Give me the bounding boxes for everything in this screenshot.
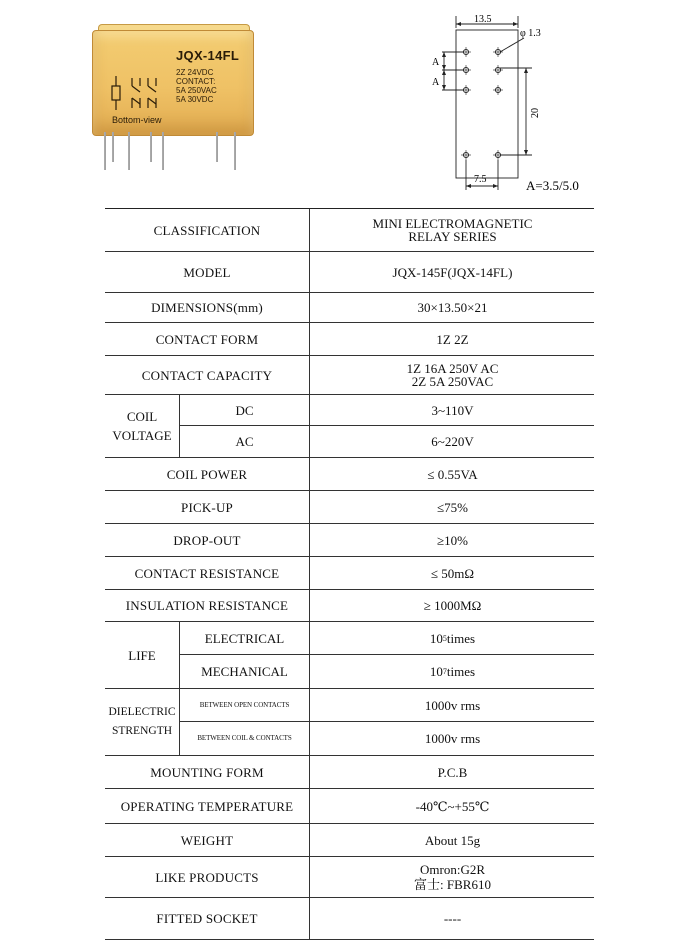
life-mechanical-value xyxy=(309,655,595,688)
insulation-resistance-value: ≥ 1000MΩ xyxy=(309,590,595,621)
row-drop-out xyxy=(105,524,594,557)
relay-pin xyxy=(162,132,164,170)
dimensions-value: 30×13.50×21 xyxy=(309,293,595,322)
row-fitted-socket xyxy=(105,898,594,940)
row-mounting-form xyxy=(105,756,594,789)
relay-pin xyxy=(128,132,130,170)
classification-value-line: RELAY SERIES xyxy=(408,229,497,244)
life-mechanical-exp: 7 xyxy=(442,667,447,676)
coil-voltage-divider xyxy=(180,425,594,426)
relay-marking-line: 2Z 24VDC xyxy=(176,68,214,77)
dielectric-divider xyxy=(180,721,594,722)
contact-capacity-value xyxy=(309,356,595,394)
relay-pin xyxy=(234,132,236,170)
relay-pin xyxy=(150,132,152,162)
relay-illustration xyxy=(88,22,268,172)
coil-power-value: ≤ 0.55VA xyxy=(309,458,595,490)
row-life xyxy=(105,622,594,689)
classification-label: CLASSIFICATION xyxy=(153,222,261,238)
coil-ac-label: AC xyxy=(235,434,254,449)
relay-pin xyxy=(216,132,218,162)
row-contact-form xyxy=(105,323,594,356)
like-products-label: LIKE PRODUCTS xyxy=(155,869,259,885)
weight-value: About 15g xyxy=(309,824,595,856)
row-dielectric-strength xyxy=(105,689,594,756)
row-operating-temperature xyxy=(105,789,594,824)
dielectric-label-line: STRENGTH xyxy=(111,725,173,737)
pin-layout-drawing xyxy=(416,12,616,196)
dielectric-label xyxy=(105,689,180,755)
coil-ac-value: 6~220V xyxy=(309,426,595,457)
dielectric-label-line: DIELECTRIC xyxy=(108,706,176,718)
model-label: MODEL xyxy=(183,264,231,280)
mounting-form-label: MOUNTING FORM xyxy=(150,764,264,780)
spec-table xyxy=(105,208,594,941)
pick-up-label: PICK-UP xyxy=(181,499,233,515)
dim-a-upper: A xyxy=(432,57,440,68)
contact-capacity-label: CONTACT CAPACITY xyxy=(141,367,273,383)
row-model xyxy=(105,252,594,293)
life-electrical-value xyxy=(309,622,595,655)
dim-top-width: 13.5 xyxy=(474,14,492,25)
coil-dc-label: DC xyxy=(235,403,254,418)
row-pick-up xyxy=(105,491,594,524)
contact-capacity-line: 2Z 5A 250VAC xyxy=(411,374,494,389)
life-mechanical-base: 10 xyxy=(429,664,443,679)
coil-voltage-label xyxy=(105,395,180,457)
relay-marking-line: 5A 250VAC xyxy=(176,86,217,95)
dielectric-open-label: BETWEEN OPEN CONTACTS xyxy=(199,701,290,709)
life-electrical-label: ELECTRICAL xyxy=(204,631,285,646)
classification-value xyxy=(309,209,595,251)
coil-power-label: COIL POWER xyxy=(166,466,248,482)
relay-pin xyxy=(104,132,106,170)
row-contact-resistance xyxy=(105,557,594,590)
weight-label: WEIGHT xyxy=(180,832,234,848)
row-coil-voltage xyxy=(105,395,594,458)
dim-height: 20 xyxy=(530,108,541,118)
life-divider xyxy=(180,654,594,655)
row-dimensions xyxy=(105,293,594,323)
contact-resistance-value: ≤ 50mΩ xyxy=(309,557,595,589)
life-mechanical-unit: times xyxy=(446,664,476,679)
dim-hole-diameter: φ 1.3 xyxy=(520,28,541,39)
model-value: JQX-145F(JQX-14FL) xyxy=(309,252,595,292)
relay-pin xyxy=(112,132,114,162)
row-weight xyxy=(105,824,594,857)
relay-marking-line: CONTACT: xyxy=(176,77,216,86)
row-contact-capacity xyxy=(105,356,594,395)
drop-out-value: ≥10% xyxy=(309,524,595,556)
coil-voltage-label-line: COIL xyxy=(126,409,158,424)
row-coil-power xyxy=(105,458,594,491)
operating-temperature-value: -40℃~+55℃ xyxy=(309,789,595,823)
relay-model-label: JQX-14FL xyxy=(176,48,240,63)
dielectric-coil-value: 1000v rms xyxy=(309,722,595,755)
dim-a-note: A=3.5/5.0 xyxy=(526,178,579,193)
dim-bottom-width: 7.5 xyxy=(474,174,487,185)
drop-out-label: DROP-OUT xyxy=(173,532,241,548)
contact-form-label: CONTACT FORM xyxy=(155,331,259,347)
operating-temperature-label: OPERATING TEMPERATURE xyxy=(120,798,294,814)
pin-holes xyxy=(463,49,500,157)
contact-capacity-line: 1Z 16A 250V AC xyxy=(406,361,499,376)
row-like-products xyxy=(105,857,594,898)
life-mechanical-label: MECHANICAL xyxy=(201,664,288,679)
dim-a-lower: A xyxy=(432,77,440,88)
contact-form-value: 1Z 2Z xyxy=(309,323,595,355)
like-products-line: Omron:G2R xyxy=(420,862,485,877)
relay-view-label: Bottom-view xyxy=(112,115,162,125)
contact-resistance-label: CONTACT RESISTANCE xyxy=(134,565,280,581)
life-electrical-base: 10 xyxy=(429,631,443,646)
life-label: LIFE xyxy=(105,622,180,688)
insulation-resistance-label: INSULATION RESISTANCE xyxy=(125,598,289,613)
fitted-socket-label: FITTED SOCKET xyxy=(156,911,258,926)
life-electrical-unit: times xyxy=(446,631,476,646)
dielectric-coil-label: BETWEEN COIL & CONTACTS xyxy=(197,734,292,742)
row-classification xyxy=(105,209,594,252)
dielectric-open-value: 1000v rms xyxy=(309,689,595,722)
life-electrical-exp: 5 xyxy=(442,634,447,643)
relay-schematic-icon xyxy=(108,74,172,114)
coil-voltage-label-line: VOLTAGE xyxy=(112,428,172,443)
mounting-form-value: P.C.B xyxy=(309,756,595,788)
pick-up-value: ≤75% xyxy=(309,491,595,523)
coil-dc-value: 3~110V xyxy=(309,395,595,426)
dimensions-label: DIMENSIONS(mm) xyxy=(151,300,263,315)
like-products-value xyxy=(309,857,595,897)
fitted-socket-value: ---- xyxy=(309,898,595,939)
row-insulation-resistance xyxy=(105,590,594,622)
classification-value-line: MINI ELECTROMAGNETIC xyxy=(372,216,533,231)
like-products-line: 富士: FBR610 xyxy=(414,877,491,892)
relay-marking-line: 5A 30VDC xyxy=(176,95,214,104)
